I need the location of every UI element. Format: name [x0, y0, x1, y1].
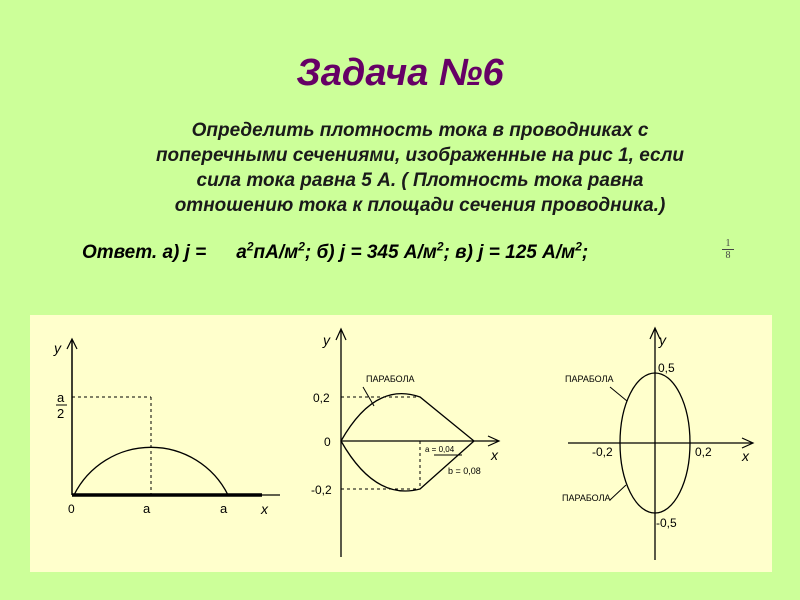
- answer-a-unit: пА/м: [253, 242, 299, 263]
- problem-line-4: отношению тока к площади сечения проводника.): [174, 195, 666, 216]
- fig2-x-label: x: [491, 447, 498, 463]
- fig2-shape: [341, 394, 474, 491]
- fig1-origin-label: 0: [68, 502, 75, 516]
- answer-b-sup: 2: [436, 239, 444, 254]
- problem-line-2: поперечными сечениями, изображенные на рис 1, если: [155, 145, 685, 166]
- fig3-bottom-pointer: [610, 485, 626, 500]
- figure-1: [53, 339, 280, 517]
- fraction-numerator: 1: [725, 238, 731, 249]
- problem-text: [70, 118, 770, 218]
- figure-3: [562, 328, 753, 560]
- answer-line: [82, 239, 589, 264]
- fig1-y-tick-num: a: [57, 390, 65, 405]
- fig2-y-bottom-label: -0,2: [311, 483, 332, 497]
- answer-b: ; б) j = 345 А/м: [304, 242, 437, 263]
- fig3-y-label: y: [659, 332, 666, 348]
- figures-svg: [30, 315, 772, 572]
- fig1-y-label: y: [54, 340, 61, 356]
- fig2-a-label: a = 0,04: [425, 445, 455, 454]
- fig3-label-bottom: ПАРАБОЛА: [562, 493, 611, 503]
- fraction-denominator: 8: [722, 249, 734, 261]
- slide-title: Задача №6: [296, 52, 504, 94]
- fig2-parabola-label: ПАРАБОЛА: [366, 374, 415, 384]
- figures-panel: [30, 315, 772, 572]
- fig3-label-top: ПАРАБОЛА: [565, 374, 614, 384]
- answer-a-unit-sup: 2: [298, 239, 305, 254]
- answer-c-end: ;: [581, 242, 589, 263]
- fig3-x-label: x: [742, 448, 749, 464]
- fig3-x-right-label: 0,2: [695, 445, 712, 459]
- problem-line-1: Определить плотность тока в проводниках с: [191, 120, 649, 141]
- fig3-x-left-label: -0,2: [592, 445, 613, 459]
- fig2-origin-label: 0: [324, 435, 331, 449]
- figure-2: [311, 329, 499, 557]
- fig3-top-pointer: [610, 387, 627, 401]
- fig3-y-bottom-label: -0,5: [656, 516, 677, 530]
- fig1-x-label: x: [261, 501, 268, 517]
- answer-a-base: а: [236, 242, 247, 263]
- fig3-y-top-label: 0,5: [658, 361, 675, 375]
- fig2-y-label: y: [323, 332, 330, 348]
- fig1-x-tick-1: a: [143, 501, 151, 516]
- problem-line-3: сила тока равна 5 А. ( Плотность тока равна: [196, 170, 644, 191]
- answer-a-sup: 2: [246, 239, 254, 254]
- answer-fraction: [722, 238, 734, 261]
- answer-c: ; в) j = 125 А/м: [443, 242, 576, 263]
- answer-c-sup: 2: [575, 239, 582, 254]
- fig2-y-top-label: 0,2: [313, 391, 330, 405]
- fig2-b-label: b = 0,08: [448, 466, 481, 476]
- fig1-x-tick-2: a: [220, 501, 228, 516]
- fig1-y-tick-den: 2: [57, 406, 65, 421]
- answer-prefix: Ответ. а) j =: [82, 242, 207, 263]
